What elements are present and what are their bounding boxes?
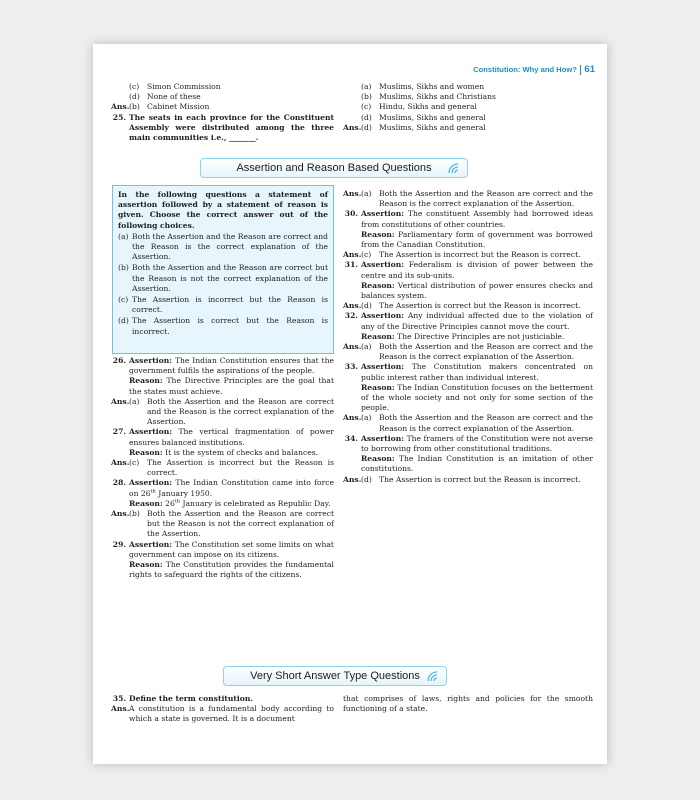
question-34: 34. Assertion: The framers of the Constitution were not averse to borrowing from other constitutional traditions. Reason: The Indian Constitution is an imitation of other constitutions. Ans. (d) The Assertion is correct but the Reason is incorrect. [343,433,593,484]
answer-25: Ans. (d) Muslims, Sikhs and general [343,122,486,132]
question-35: 35. Define the term constitution. Ans. A constitution is a fundamental body according to which a state is governed. It is a document [111,694,334,724]
question-27: 27. Assertion: The vertical fragmentation of power ensures balanced institutions. Reason: It is the system of checks and balances. Ans. (c) The Assertion is incorrect but the Reason is correct. [111,427,334,478]
instruction-box [112,185,334,354]
section-banner-very-short-answer [223,666,447,686]
book-page [93,44,607,764]
question-32: 32. Assertion: Any individual affected due to the violation of any of the Directive Principles cannot move the court. Reason: The Directive Principles are not justiciable. Ans. (a) Both the Assertion and the Reason are correct and the Reason is the correct explanation of the Assertion. [343,311,593,362]
question-30: 30. Assertion: The constituent Assembly had borrowed ideas from constitutions of other countries. Reason: Parliamentary form of government was borrowed from the Canadian Constitution. Ans. (c) The Assertion is incorrect but the Reason is correct. [343,209,593,260]
question-29: 29. Assertion: The Constitution set some limits on what government can impose on its citizens. Reason: The Constitution provides the fundamental rights to safeguard the rights of the citizens. [112,539,334,580]
choice-c: (c) The Assertion is incorrect but the Reason is correct. [118,295,328,315]
option-d: (d) None of these [129,92,201,102]
signal-waves-icon [426,670,440,682]
choice-b: (b) Both the Assertion and the Reason are correct but the Reason is not the correct explanation of the Assertion. [118,263,328,293]
choice-a: (a) Both the Assertion and the Reason are correct and the Reason is the correct explanation of the Assertion. [118,231,328,262]
running-head-divider [580,65,582,75]
option-c: (c) Simon Commission [129,82,221,91]
section-banner-assertion-reason [200,158,468,178]
question-26: 26. Assertion: The Indian Constitution ensures that the government fulfils the aspirations of the people. Reason: The Directive Principles are the goal that the states must achieve. Ans. (a) Both the Assertion and the Reason are correct and the Reason is the correct explanation of the Assertion. [111,356,334,427]
running-head [473,64,595,75]
option-d: (d) Muslims, Sikhs and general [361,112,486,122]
signal-waves-icon [447,162,461,174]
top-right-block [343,82,593,133]
option-b: (b) Muslims, Sikhs and Christians [361,92,496,102]
answer-35-continued: that comprises of laws, rights and policies for the smooth functioning of a state. [343,694,593,714]
page-number: 61 [584,64,595,75]
instruction-text: In the following questions a statement of assertion followed by a statement of reason is given. Choose the correct answer out of the following choices. [118,190,328,230]
option-c: (c) Hindu, Sikhs and general [361,102,477,112]
running-head-title: Constitution: Why and How? [473,65,577,74]
question-33: 33. Assertion: The Constitution makers concentrated on public interest rather than individual interest. Reason: The Indian Constitution focuses on the betterment of the whole society and not only for some section of the people. Ans. (a) Both the Assertion and the Reason are correct and the Reason is the correct explanation of the Assertion. [343,362,594,433]
question-25: 25. The seats in each province for the Constituent Assembly were distributed among the three main communities i.e., _______. [112,112,334,143]
section-title: Very Short Answer Type Questions [250,670,420,682]
question-28: 28. Assertion: The Indian Constitution came into force on 26th January 1950. Reason: 26th January is celebrated as Republic Day. Ans. (b) Both the Assertion and the Reason are correct but the Reason is not the correct explanation of the Assertion. [111,478,334,539]
answer-29: Ans. (a) Both the Assertion and the Reason are correct and the Reason is the correct explanation of the Assertion. [343,189,593,209]
section-title: Assertion and Reason Based Questions [236,162,432,174]
top-left-block [111,82,334,143]
choice-d: (d) The Assertion is correct but the Reason is incorrect. [118,316,328,336]
answer-24: Ans. (b) Cabinet Mission [111,102,210,112]
right-column-questions [343,189,593,485]
option-a: (a) Muslims, Sikhs and women [361,82,485,91]
left-column-questions [111,356,334,580]
question-31: 31. Assertion: Federalism is division of power between the centre and its sub-units. Reason: Vertical distribution of power ensures checks and balances system. Ans. (d) The Assertion is correct but the Reason is incorrect. [343,260,594,311]
